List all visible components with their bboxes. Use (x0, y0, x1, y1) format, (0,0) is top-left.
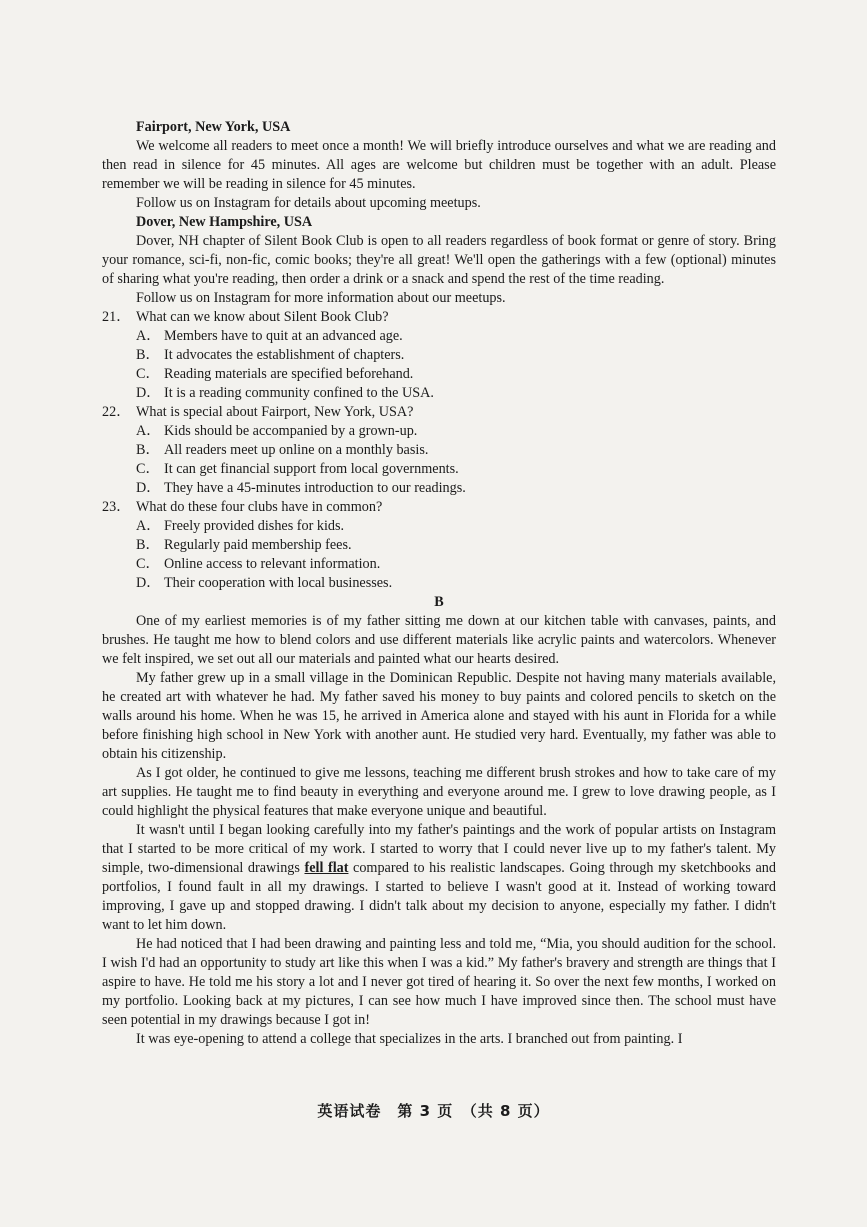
question-number: 23． (102, 499, 131, 515)
option-letter: A． (136, 518, 161, 534)
option-text: It advocates the establishment of chapters. (164, 347, 405, 363)
option (102, 536, 776, 555)
option-text: Members have to quit at an advanced age. (164, 328, 403, 344)
option (102, 479, 776, 498)
club-heading-fairport: Fairport, New York, USA (136, 119, 291, 135)
underlined-phrase: fell flat (304, 860, 349, 876)
option-letter: B． (136, 537, 160, 553)
option-text: Online access to relevant information. (164, 556, 381, 572)
question-23 (102, 498, 776, 517)
option-text: They have a 45-minutes introduction to our readings. (164, 480, 466, 496)
passage-paragraph (102, 821, 776, 935)
passage-paragraph: As I got older, he continued to give me lessons, teaching me different brush strokes and how to take care of my art supplies. He taught me to find beauty in everything and everyone around me. I grew to love drawing people, as I could highlight the physical features that make everyone unique and beautiful. (102, 765, 776, 819)
option-letter: A． (136, 328, 161, 344)
club-heading-dover: Dover, New Hampshire, USA (136, 214, 313, 230)
option-letter: A． (136, 423, 161, 439)
option (102, 460, 776, 479)
option-letter: C． (136, 366, 160, 382)
option-text: Reading materials are specified beforehand. (164, 366, 414, 382)
option-text: All readers meet up online on a monthly basis. (164, 442, 429, 458)
page-content (102, 118, 776, 1049)
passage-paragraph: One of my earliest memories is of my father sitting me down at our kitchen table with canvases, paints, and brushes. He taught me how to blend colors and use different materials like acrylic paints and watercolors. Whenever we felt inspired, we set out all our materials and painted what our hearts desired. (102, 613, 776, 667)
option-text: Kids should be accompanied by a grown-up. (164, 423, 418, 439)
option (102, 517, 776, 536)
option-text: Their cooperation with local businesses. (164, 575, 393, 591)
option-letter: B． (136, 347, 160, 363)
option-letter: C． (136, 556, 160, 572)
question-text: What can we know about Silent Book Club? (136, 309, 389, 325)
question-22 (102, 403, 776, 422)
option (102, 365, 776, 384)
option-letter: D． (136, 385, 161, 401)
question-number: 22． (102, 404, 131, 420)
passage-paragraph: It was eye-opening to attend a college that specializes in the arts. I branched out from painting. I (136, 1031, 683, 1047)
passage-text: compared to his realistic landscapes. Going through my sketchbooks and portfolios, I found fault in all my drawings. I started to believe I wasn't good at it. Instead of working toward improving, I gave up and stopped drawing. I didn't talk about my decision to anyone, especially my father. I didn't want to let him down. (102, 860, 776, 933)
option-letter: D． (136, 480, 161, 496)
club-paragraph: Follow us on Instagram for more information about our meetups. (136, 290, 506, 306)
club-paragraph: Follow us on Instagram for details about upcoming meetups. (136, 195, 481, 211)
option-letter: C． (136, 461, 160, 477)
passage-text: It wasn't until I began looking carefully into my father's paintings and the work of popular artists on Instagram that I started to be more critical of my work. I started to worry that I could never live up to my father's talent. My simple, two-dimensional drawings (102, 822, 776, 876)
club-paragraph: We welcome all readers to meet once a month! We will briefly introduce ourselves and what we are reading and then read in silence for 45 minutes. All ages are welcome but children must be together with an adult. Please remember we will be reading in silence for 45 minutes. (102, 138, 776, 192)
page-footer: 英语试卷 第 3 页 （共 8 页） (317, 1102, 550, 1120)
option-text: It can get financial support from local governments. (164, 461, 459, 477)
option (102, 327, 776, 346)
club-paragraph: Dover, NH chapter of Silent Book Club is open to all readers regardless of book format or genre of story. Bring your romance, sci-fi, non-fic, comic books; they're all great! We'll open the gatherings with a few (optional) minutes of sharing what you're reading, then order a drink or a snack and spend the rest of the time reading. (102, 233, 776, 287)
option (102, 346, 776, 365)
option (102, 441, 776, 460)
question-text: What is special about Fairport, New York, USA? (136, 404, 414, 420)
question-text: What do these four clubs have in common? (136, 499, 383, 515)
option-text: Freely provided dishes for kids. (164, 518, 345, 534)
passage-paragraph: He had noticed that I had been drawing and painting less and told me, “Mia, you should audition for the school. I wish I'd had an opportunity to study art like this when I was a kid.” My father's bravery and strength are things that I aspire to have. He told me his story a lot and I never got tired of hearing it. So over the next few months, I worked on my portfolio. Looking back at my pictures, I can see how much I have improved since then. The school must have seen potential in my drawings because I got in! (102, 936, 776, 1028)
option-text: Regularly paid membership fees. (164, 537, 352, 553)
question-21 (102, 308, 776, 327)
passage-paragraph: My father grew up in a small village in the Dominican Republic. Despite not having many materials available, he created art with whatever he had. My father saved his money to buy paints and colored pencils to sketch on the walls around his home. When he was 15, he arrived in America alone and stayed with his aunt in Florida for a while before finishing high school in New York with another aunt. He studied very hard. Eventually, my father was able to obtain his citizenship. (102, 670, 776, 762)
option (102, 384, 776, 403)
option-text: It is a reading community confined to the USA. (164, 385, 434, 401)
question-number: 21． (102, 309, 131, 325)
option (102, 555, 776, 574)
option-letter: B． (136, 442, 160, 458)
section-label-b: B (434, 594, 444, 610)
option-letter: D． (136, 575, 161, 591)
option (102, 574, 776, 593)
option (102, 422, 776, 441)
